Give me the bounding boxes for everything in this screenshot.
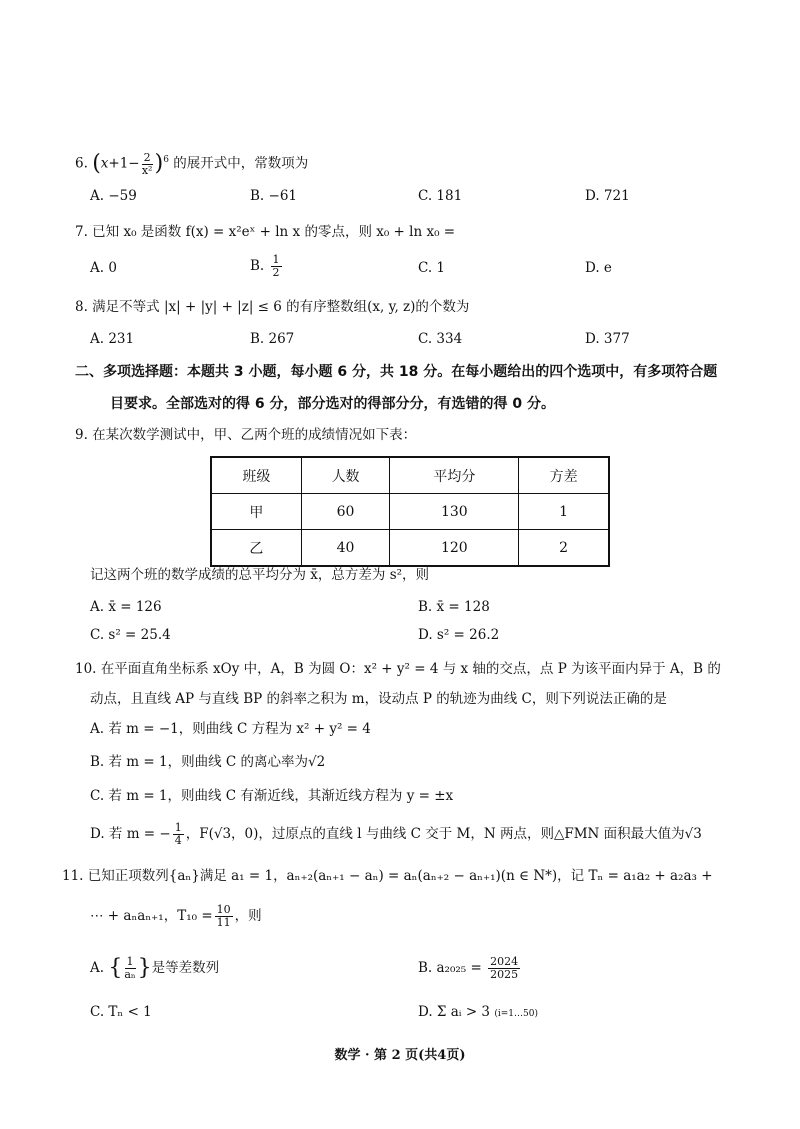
fraction: $\frac{1}{\text{aₙ}}$ — [124, 955, 136, 981]
option-b: B. a₂₀₂₅ = $\frac{2024}{2025}$ — [418, 955, 519, 981]
option-d: D. e — [585, 260, 612, 276]
table-cell: 40 — [301, 530, 390, 567]
option-c: C. Tₙ < 1 — [90, 1004, 152, 1020]
table-cell: 甲 — [211, 494, 301, 530]
question-text: 的展开式中，常数项为 — [173, 155, 309, 172]
option-d: D. 377 — [585, 331, 630, 347]
option-a: A. { $\frac{1}{\text{aₙ}}$ }是等差数列 — [90, 955, 220, 981]
section-heading-cont: 目要求。全部选对的得 6 分，部分选对的得部分分，有选错的得 0 分。 — [110, 396, 555, 412]
option-a: A. 231 — [90, 331, 135, 347]
section-heading: 二、多项选择题：本题共 3 小题，每小题 6 分，共 18 分。在每小题给出的四个选项中，有多项符合题 — [75, 364, 718, 380]
fraction: $\frac{2024}{2025}$ — [490, 955, 519, 981]
option-c: C. 181 — [418, 188, 463, 204]
fraction: $\frac{1}{4}$ — [174, 821, 182, 847]
table-cell: 乙 — [211, 530, 301, 567]
table-cell: 120 — [390, 530, 519, 567]
table-header: 方差 — [519, 457, 609, 494]
option-c: C. 若 m = 1，则曲线 C 有渐近线，其渐近线方程为 y = ±x — [90, 788, 454, 804]
table-row — [211, 494, 609, 530]
option-b: B. −61 — [250, 188, 297, 204]
option-a: A. 0 — [90, 260, 117, 276]
table-cell: 60 — [301, 494, 390, 530]
option-d: D. Σ aᵢ > 3 (i=1…50) — [418, 1004, 538, 1020]
option-c: C. 1 — [418, 260, 446, 276]
page-footer: 数学 · 第 2 页(共4页) — [334, 1048, 466, 1063]
option-b: B. 若 m = 1，则曲线 C 的离心率为√2 — [90, 754, 326, 770]
score-table — [210, 456, 610, 567]
option-c: C. s² = 25.4 — [90, 627, 171, 643]
question-11-cont: ⋯ + aₙaₙ₊₁，T₁₀ = $\frac{10}{11}$ ，则 — [90, 903, 262, 929]
question-8: 8. 满足不等式 |x| + |y| + |z| ≤ 6 的有序整数组(x, y, z)的个数为 — [75, 299, 470, 315]
option-c: C. 334 — [418, 331, 463, 347]
question-10: 10. 在平面直角坐标系 xOy 中，A，B 为圆 O：x² + y² = 4 与 x 轴的交点，点 P 为该平面内异于 A，B 的 — [75, 661, 721, 677]
option-d: D. 721 — [585, 188, 630, 204]
table-row — [211, 530, 609, 567]
question-10-cont: 动点，且直线 AP 与直线 BP 的斜率之积为 m，设动点 P 的轨迹为曲线 C，则下列说法正确的是 — [90, 691, 667, 707]
option-d: D. 若 m = − $\frac{1}{4}$ ，F(√3，0)，过原点的直线 l 与曲线 C 交于 M，N 两点，则△FMN 面积最大值为√3 — [90, 821, 702, 847]
option-b: B. x̄ = 128 — [418, 599, 490, 615]
table-cell: 1 — [519, 494, 609, 530]
table-header: 平均分 — [390, 457, 519, 494]
option-a: A. x̄ = 126 — [90, 599, 162, 615]
table-header-row — [211, 457, 609, 494]
question-11: 11. 已知正项数列{aₙ}满足 a₁ = 1，aₙ₊₂(aₙ₊₁ − aₙ) = aₙ(aₙ₊₂ − aₙ₊₁)(n ∈ N*)，记 Tₙ = a₁a₂ + a₂a₃ + — [62, 868, 713, 884]
question-9: 9. 在某次数学测试中，甲、乙两个班的成绩情况如下表： — [75, 427, 417, 443]
option-a: A. −59 — [90, 188, 137, 204]
question-9-note: 记这两个班的数学成绩的总平均分为 x̄，总方差为 s²，则 — [90, 567, 430, 583]
fraction: $\frac{10}{11}$ — [216, 903, 231, 929]
table-cell: 130 — [390, 494, 519, 530]
question-6: 6. (x+1− $\frac{2}{\text{x²}}$ )$^6$ 的展开式中，常数项为 — [75, 150, 309, 177]
fraction: $\frac{1}{2}$ — [272, 253, 280, 279]
table-header: 人数 — [301, 457, 390, 494]
option-b: B. 267 — [250, 331, 295, 347]
option-b: B. $\frac{1}{2}$ — [250, 253, 280, 279]
question-7: 7. 已知 x₀ 是函数 f(x) = x²eˣ + ln x 的零点，则 x₀ + ln x₀ = — [75, 224, 456, 240]
sum-limits: (i=1…50) — [494, 1009, 538, 1019]
option-d: D. s² = 26.2 — [418, 627, 500, 643]
table-header: 班级 — [211, 457, 301, 494]
question-number: 6. — [75, 155, 88, 172]
fraction: $\frac{2}{\text{x²}}$ — [141, 150, 153, 177]
option-a: A. 若 m = −1，则曲线 C 方程为 x² + y² = 4 — [90, 721, 371, 737]
table-cell: 2 — [519, 530, 609, 567]
